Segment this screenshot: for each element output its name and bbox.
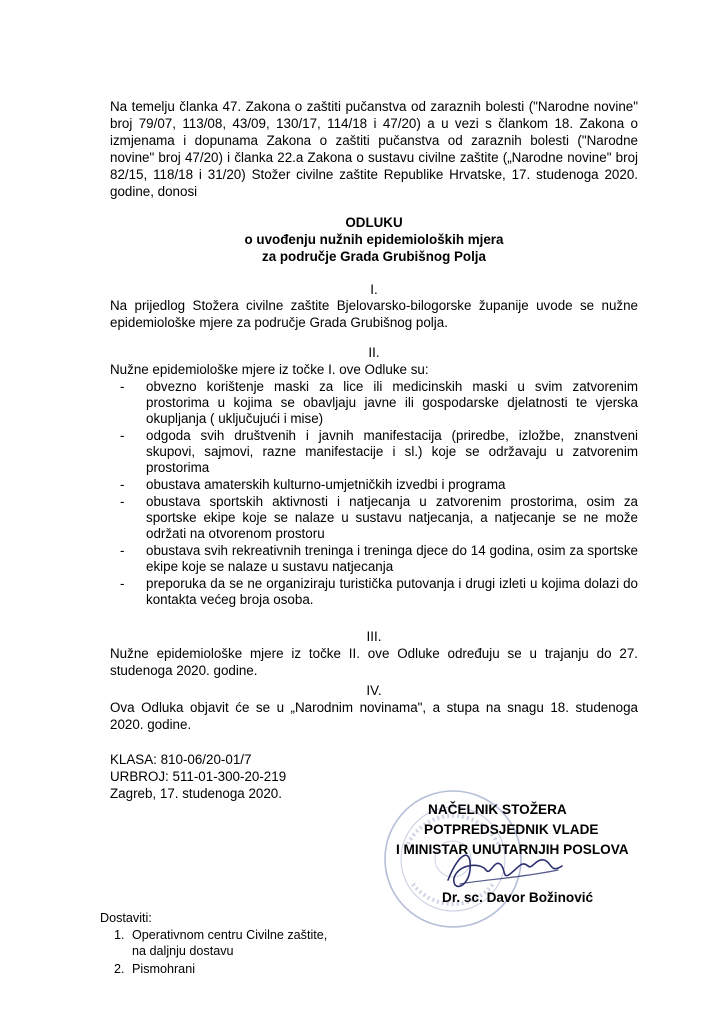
signature-title-1: NAČELNIK STOŽERA bbox=[428, 802, 567, 817]
measure-text: odgoda svih društvenih i javnih manifestacija (priredbe, izložbe, znanstveni skupovi, sajmovi, razne manifestacije i sl.) koje se održavaju u zatvorenim prostorima bbox=[146, 428, 638, 475]
section-2-lead: Nužne epidemiološke mjere iz točke I. ove Odluke su: bbox=[110, 362, 429, 377]
list-dash: - bbox=[120, 576, 125, 591]
list-dash: - bbox=[120, 379, 125, 394]
distribution-recipient: Pismohrani bbox=[132, 962, 195, 976]
measure-text: preporuka da se ne organiziraju turistička putovanja i drugi izleti u kojima dolazi do kontakta većeg broja osoba. bbox=[146, 576, 638, 607]
decision-subtitle-2: za područje Grada Grubišnog Polja bbox=[262, 249, 486, 264]
list-item bbox=[110, 477, 638, 493]
list-item bbox=[100, 928, 327, 959]
list-item bbox=[110, 379, 638, 427]
list-dash: - bbox=[120, 494, 125, 509]
measure-text: obvezno korištenje maski za lice ili medicinskih maski u svim zatvorenim prostorima u kojima se obavljaju javne ili gospodarske djelatnosti te vjerska okupljanja ( uključujući i mise) bbox=[146, 379, 638, 426]
list-item bbox=[100, 962, 327, 978]
distribution-heading: Dostaviti: bbox=[100, 911, 152, 925]
place-date: Zagreb, 17. studenoga 2020. bbox=[110, 786, 282, 801]
section-3-number: III. bbox=[366, 629, 382, 644]
list-item bbox=[110, 494, 638, 542]
section-4-number: IV. bbox=[366, 683, 382, 698]
decision-subtitle-1: o uvođenju nužnih epidemioloških mjera bbox=[244, 232, 504, 247]
measures-list bbox=[110, 379, 638, 609]
measure-text: obustava sportskih aktivnosti i natjecanja u zatvorenim prostorima, osim za sportske ekipe koje se nalaze u sustavu natjecanja, a natjecanje se ne može održati na otvorenom prostoru bbox=[146, 494, 638, 541]
list-number: 2. bbox=[114, 962, 125, 976]
klasa: KLASA: 810-06/20-01/7 bbox=[110, 752, 252, 767]
measure-text: obustava amaterskih kulturno-umjetničkih izvedbi i programa bbox=[146, 477, 506, 492]
signatory-name: Dr. sc. Davor Božinović bbox=[442, 890, 594, 905]
decision-title: ODLUKU bbox=[345, 215, 403, 230]
list-dash: - bbox=[120, 428, 125, 443]
list-dash: - bbox=[120, 543, 125, 558]
section-3-text: Nužne epidemiološke mjere iz točke II. ove Odluke određuju se u trajanju do 27. studenoga 2020. godine. bbox=[110, 646, 638, 678]
section-4-text: Ova Odluka objavit će se u „Narodnim novinama", a stupa na snagu 18. studenoga 2020. godine. bbox=[110, 700, 638, 732]
list-item bbox=[110, 428, 638, 476]
intro-paragraph: Na temelju članka 47. Zakona o zaštiti pučanstva od zaraznih bolesti ("Narodne novine" broj 79/07, 113/08, 43/09, 130/17, 114/18 i 47/20) a u vezi s člankom 18. Zakona o izmjenama i dopunama Zakona o zaštiti pučanstva od zaraznih bolesti ("Narodne novine" broj 47/20) i članka 22.a Zakona o sustavu civilne zaštite („Narodne novine" broj 82/15, 118/18 i 31/20) Stožer civilne zaštite Republike Hrvatske, 17. studenoga 2020. godine, donosi bbox=[110, 99, 638, 199]
list-item bbox=[110, 543, 638, 575]
distribution-list bbox=[100, 928, 327, 981]
signature-title-2: POTPREDSJEDNIK VLADE bbox=[424, 822, 599, 837]
distribution-recipient: Operativnom centru Civilne zaštite, bbox=[132, 928, 328, 942]
measure-text: obustava svih rekreativnih treninga i treninga djece do 14 godina, osim za sportske ekipe koje se nalaze u sustavu natjecanja bbox=[146, 543, 638, 574]
list-number: 1. bbox=[114, 928, 125, 942]
list-item bbox=[110, 576, 638, 608]
section-1-text: Na prijedlog Stožera civilne zaštite Bjelovarsko-bilogorske županije uvode se nužne epidemiološke mjere za područje Grada Grubišnog polja. bbox=[110, 298, 638, 330]
urbroj: URBROJ: 511-01-300-20-219 bbox=[110, 769, 287, 784]
distribution-note: na daljnju dostavu bbox=[132, 943, 234, 958]
section-1-number: I. bbox=[370, 282, 378, 297]
signature-block bbox=[396, 800, 651, 908]
signature-title-3: I MINISTAR UNUTARNJIH POSLOVA bbox=[396, 842, 629, 857]
list-dash: - bbox=[120, 477, 125, 492]
section-2-number: II. bbox=[368, 345, 380, 360]
